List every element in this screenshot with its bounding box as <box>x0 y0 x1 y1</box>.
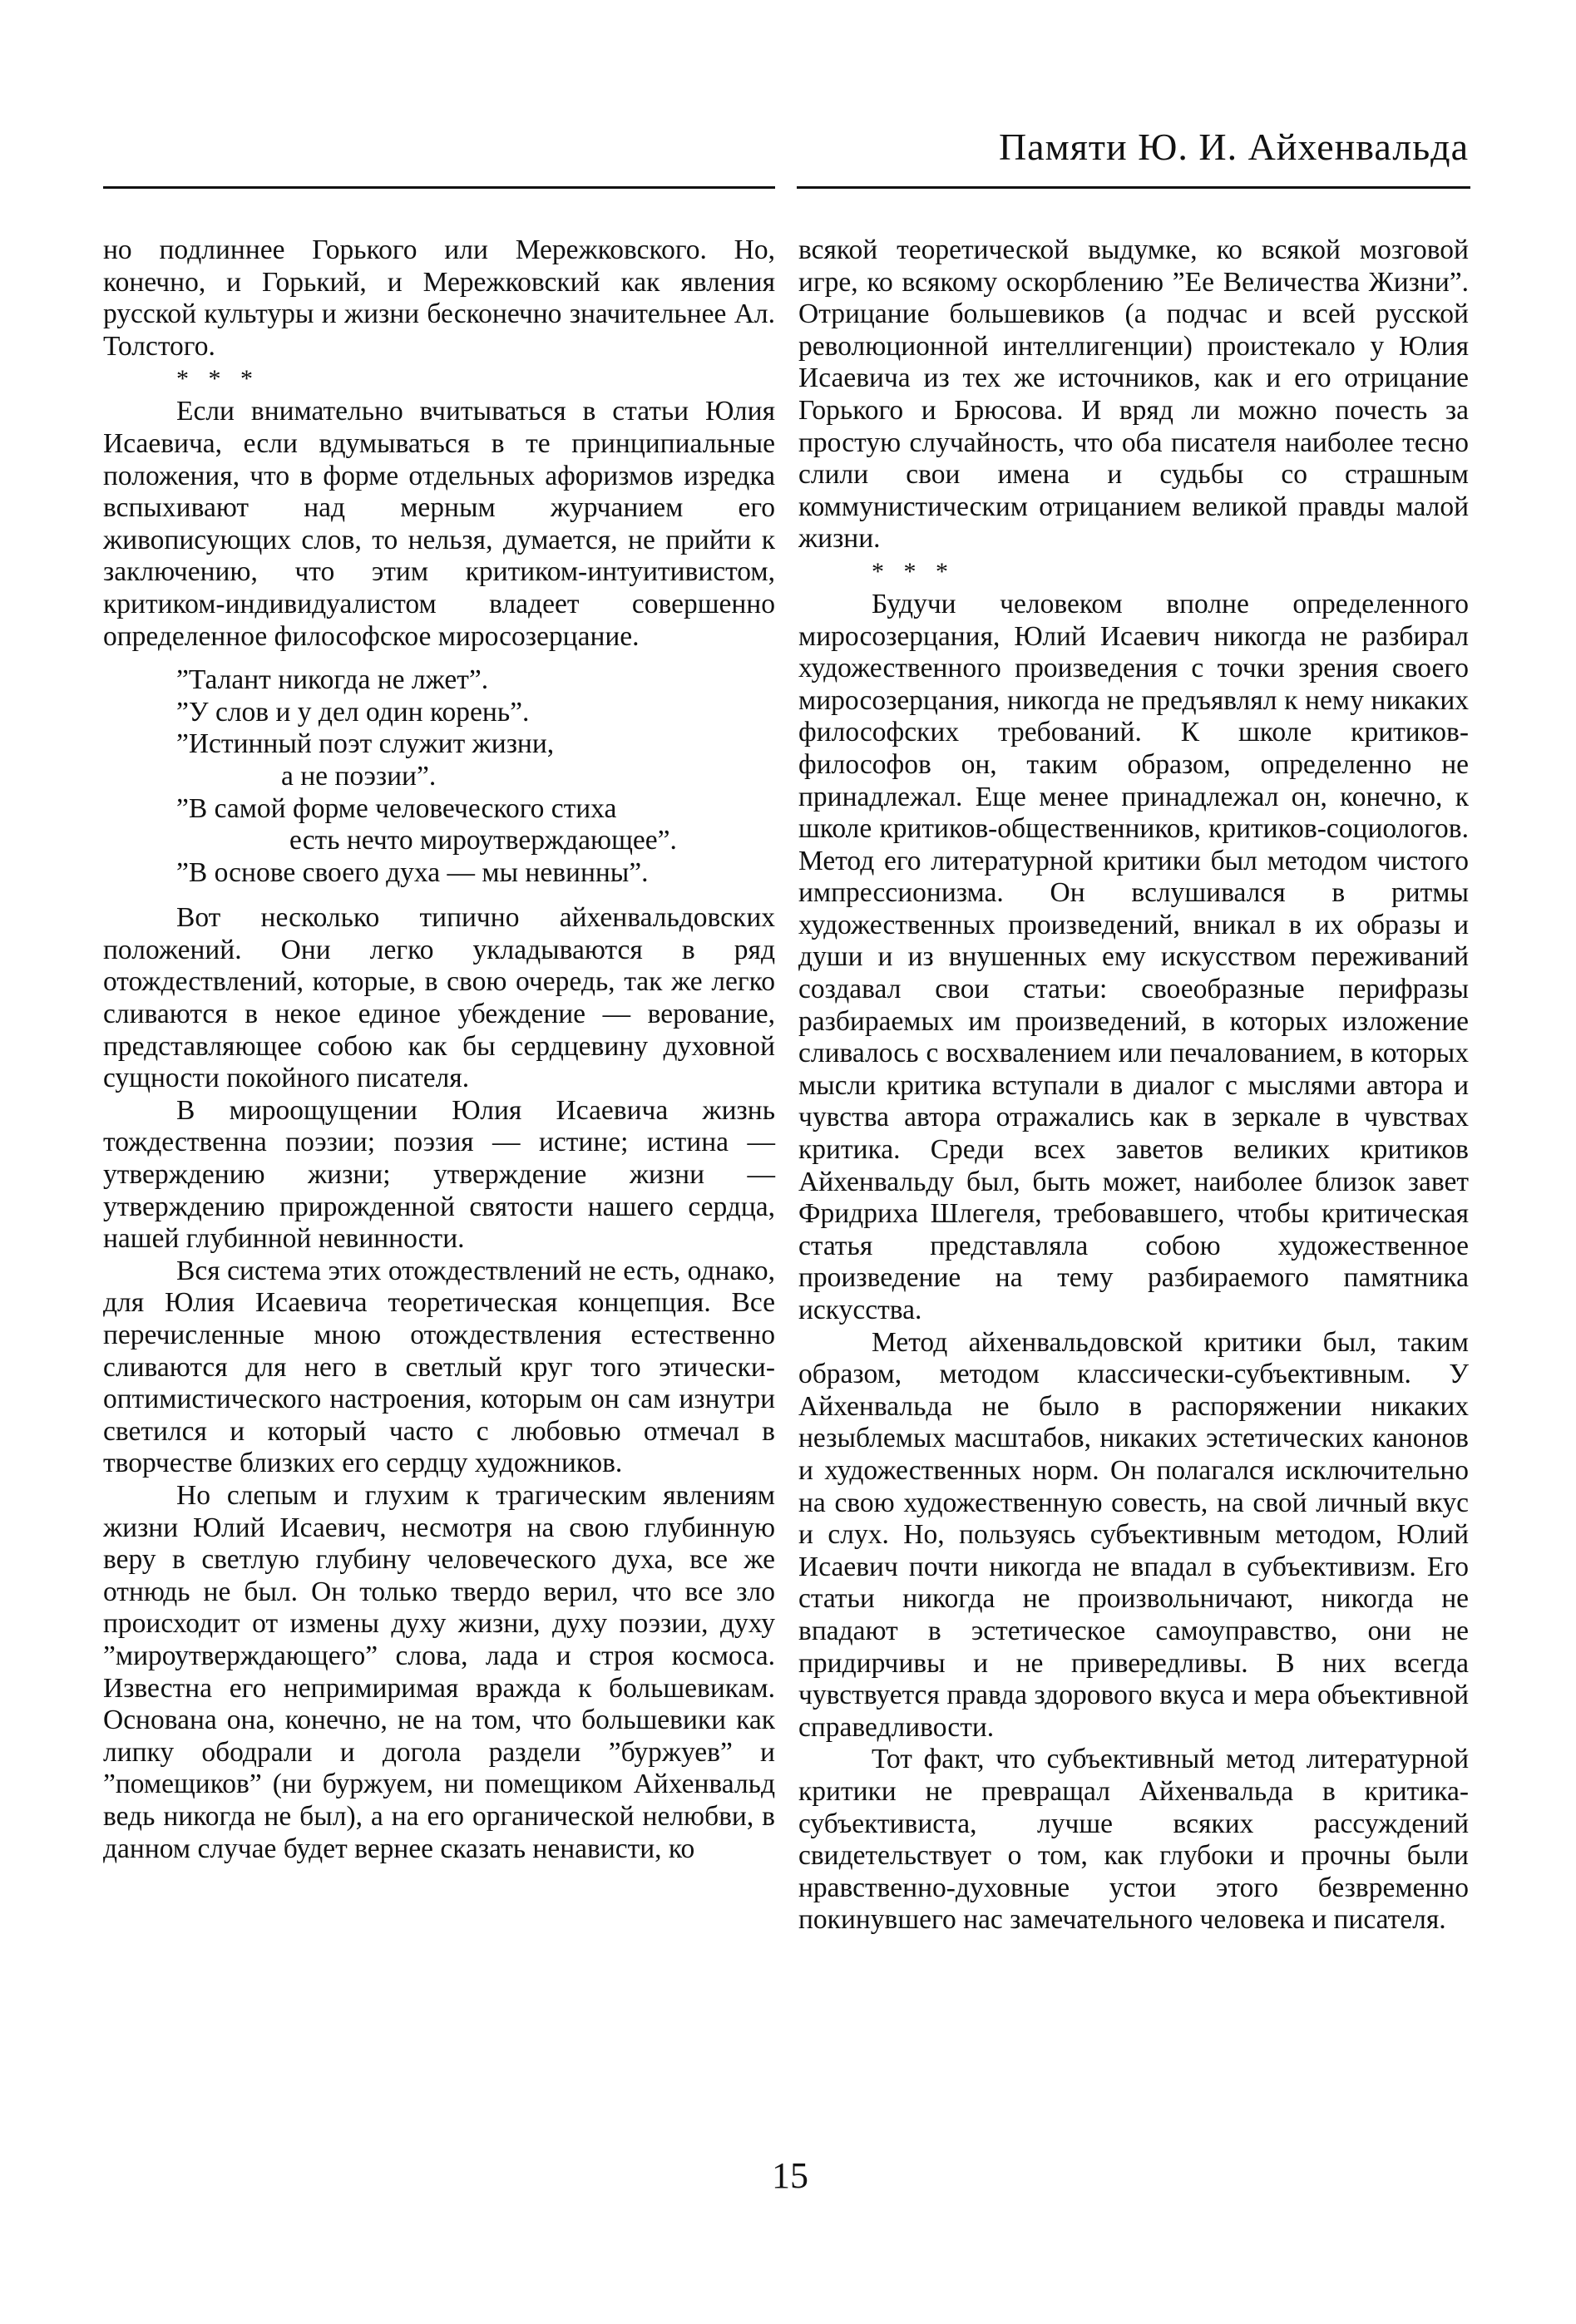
quote-line: ”В основе своего духа — мы невинны”. <box>176 856 649 888</box>
quote-line: ”В самой форме человеческого стиха <box>176 792 617 824</box>
quote-line: а не поэзии”. <box>281 760 437 792</box>
running-head: Памяти Ю. И. Айхенвальда <box>998 126 1469 168</box>
right-column <box>798 234 1469 1937</box>
paragraph: В мироощущении Юлия Исаевича жизнь тождественна поэзии; поэзия — истине; истина — утверждению жизни; утверждение жизни — утверждению прирожденной святости нашего сердца, нашей глубинной невинности. <box>103 1094 775 1255</box>
quote-line: ”Талант никогда не лжет”. <box>176 664 489 696</box>
quote-line: есть нечто мироутверждающее”. <box>289 825 677 856</box>
paragraph: Вот несколько типично айхенвальдовских положений. Они легко укладываются в ряд отождествлений, которые, в свою очередь, так же легко сливаются в некое единое убеждение — верование, представляющее собою как бы сердцевину духовной сущности покойного писателя. <box>103 902 775 1094</box>
header-rule-right <box>797 186 1470 189</box>
left-column <box>103 234 775 1865</box>
page-number: 15 <box>772 2155 808 2196</box>
paragraph: Тот факт, что субъективный метод литературной критики не превращал Айхенвальда в критика-субъективиста, лучше всяких рассуждений свидетельствует о том, как глубоки и прочны были нравственно-духовные устои этого безвременно покинувшего нас замечательного человека и писателя. <box>798 1744 1469 1936</box>
quote-line: ”Истинный поэт служит жизни, <box>176 728 555 760</box>
section-separator: * * * <box>176 365 259 393</box>
paragraph: Но слепым и глухим к трагическим явлениям жизни Юлий Исаевич, несмотря на свою глубинную веру в светлую глубину человеческого духа, все же отнюдь не был. Он только твердо верил, что все зло происходит от измены духу жизни, духу поэзии, духу ”мироутверждающего” слова, лада и строя космоса. Известна его непримиримая вражда к большевикам. Основана она, конечно, не на том, что большевики как липку ободрали и догола раздели ”буржуев” и ”помещиков” (ни буржуем, ни помещиком Айхенвальд ведь никогда не был), а на его органической нелюбви, в данном случае будет вернее сказать ненависти, ко <box>103 1479 775 1864</box>
paragraph: Метод айхенвальдовской критики был, таким образом, методом классически-субъективным. У Айхенвальда не было в распоряжении никаких незыблемых масштабов, никаких эстетических канонов и художественных норм. Он полагался исключительно на свою художественную совесть, на свой личный вкус и слух. Но, пользуясь субъективным методом, Юлий Исаевич почти никогда не впадал в субъективизм. Его статьи никогда не произвольничают, никогда не впадают в эстетическое самоуправство, они не придирчивы и не привередливы. В них всегда чувствуется правда здорового вкуса и мера объективной справедливости. <box>798 1326 1469 1743</box>
paragraph: но подлиннее Горького или Мережковского. Но, конечно, и Горький, и Мережковский как явления русской культуры и жизни бесконечно значительнее Ал. Толстого. <box>103 234 775 362</box>
paragraph: всякой теоретической выдумке, ко всякой мозговой игре, ко всякому оскорблению ”Ее Величества Жизни”. Отрицание большевиков (а подчас и всей русской революционной интеллигенции) проистекало у Юлия Исаевича из тех же источников, как и его отрицание Горького и Брюсова. И вряд ли можно почесть за простую случайность, что оба писателя наиболее тесно слили свои имена и судьбы со страшным коммунистическим отрицанием великой правды малой жизни. <box>798 234 1469 555</box>
paragraph: Вся система этих отождествлений не есть, однако, для Юлия Исаевича теоретическая концепция. Все перечисленные мною отождествления естественно сливаются для него в светлый круг того этически-оптимистического настроения, которым он сам изнутри светился и который часто с любовью отмечал в творчестве близких его сердцу художников. <box>103 1255 775 1479</box>
header-rule-left <box>103 186 775 189</box>
section-separator: * * * <box>872 557 955 585</box>
paragraph: Будучи человеком вполне определенного миросозерцания, Юлий Исаевич никогда не разбирал художественного произведения с точки зрения своего миросозерцания, никогда не предъявлял к нему никаких философских требований. К школе критиков-философов он, таким образом, определенно не принадлежал. Еще менее принадлежал он, конечно, к школе критиков-общественников, критиков-социологов. Метод его литературной критики был методом чистого импрессионизма. Он вслушивался в ритмы художественных произведений, вникал в их образы и души и из внушенных ему искусством переживаний создавал свои статьи: своеобразные перифразы разбираемых им произведений, в которых изложение сливалось с восхвалением или печалованием, в которых мысли критика вступали в диалог с мыслями автора и чувства автора отражались как в зеркале в чувствах критика. Среди всех заветов великих критиков Айхенвальду был, быть может, наиболее близок завет Фридриха Шлегеля, требовавшего, чтобы критическая статья представляла собою художественное произведение на тему разбираемого памятника искусства. <box>798 588 1469 1325</box>
aphorism-quotes <box>176 664 775 889</box>
paragraph: Если внимательно вчитываться в статьи Юлия Исаевича, если вдумываться в те принципиальные положения, что в форме отдельных афоризмов изредка вспыхивают над мерным журчанием его живописующих слов, то нельзя, думается, не прийти к заключению, что этим критиком-интуитивистом, критиком-индивидуалистом владеет совершенно определенное философское миросозерцание. <box>103 396 775 652</box>
quote-line: ”У слов и у дел один корень”. <box>176 696 530 728</box>
